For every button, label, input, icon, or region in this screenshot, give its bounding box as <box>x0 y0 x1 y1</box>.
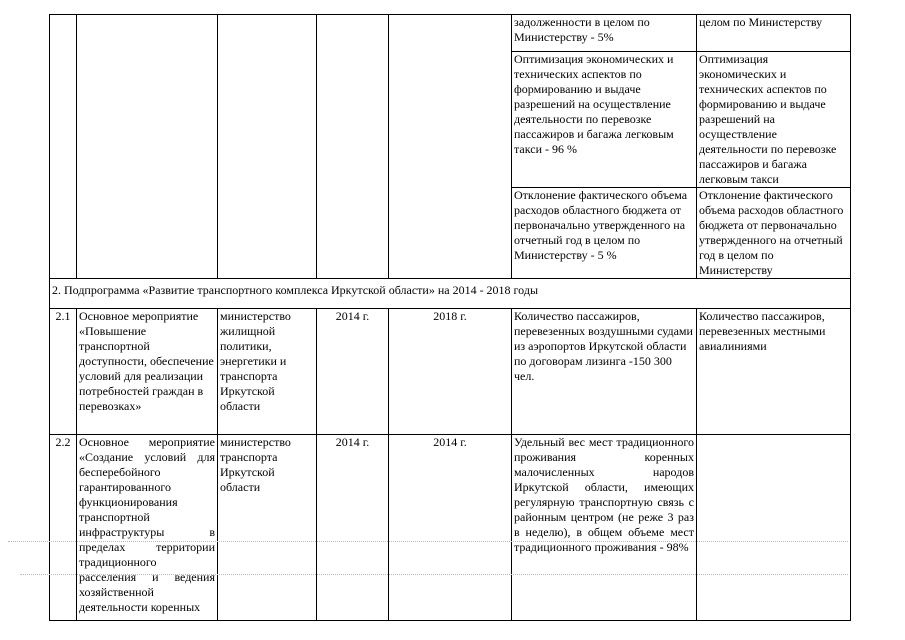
unit-cell: Оптимизация экономических и технических аспектов по формированию и выдаче разрешений на осуществление деятельности по перевозке пассажиров и багажа легковым такси <box>697 52 851 188</box>
indicator-cell: Оптимизация экономических и технических аспектов по формированию и выдаче разрешений на осуществление деятельности по перевозке пассажиров и багажа легковым такси - 96 % <box>512 52 697 188</box>
indicator-cell: Удельный вес мест традиционного проживания коренных малочисленных народов Иркутской области, имеющих регулярную транспортную связь с районным центром (не реже 3 раз в неделю), в общем объеме мест традиционного проживания - 98% <box>512 435 697 621</box>
empty-cell <box>317 15 389 279</box>
table-row <box>50 435 851 621</box>
start-year-cell: 2014 г. <box>317 309 389 435</box>
indicator-cell: Количество пассажиров, перевезенных воздушными судами из аэропортов Иркутской области по договорам лизинга -150 300 чел. <box>512 309 697 435</box>
indicator-cell: Отклонение фактического объема расходов областного бюджета от первоначально утвержденного на отчетный год в целом по Министерству - 5 % <box>512 188 697 279</box>
section-header: 2. Подпрограмма «Развитие транспортного комплекса Иркутской области» на 2014 - 2018 годы <box>50 279 851 309</box>
empty-cell <box>50 15 77 279</box>
event-cell: Основное мероприятие «Создание условий для бесперебойного гарантированного функционирования транспортной инфраструктуры в пределах территории традиционного расселения и ведения хозяйственной деятельности коренных <box>77 435 218 621</box>
empty-cell <box>218 15 317 279</box>
indicator-cell: задолженности в целом по Министерству - 5% <box>512 15 697 52</box>
unit-cell <box>697 435 851 621</box>
executor-cell: министерство транспорта Иркутской области <box>218 435 317 621</box>
scan-artifact-line <box>20 574 848 576</box>
table-row <box>50 15 851 52</box>
unit-cell: Отклонение фактического объема расходов областного бюджета от первоначально утвержденного на отчетный год в целом по Министерству <box>697 188 851 279</box>
row-number: 2.2 <box>50 435 77 621</box>
scan-artifact-line <box>8 541 848 543</box>
end-year-cell: 2018 г. <box>389 309 512 435</box>
unit-cell: Количество пассажиров, перевезенных местными авиалиниями <box>697 309 851 435</box>
executor-cell: министерство жилищной политики, энергетики и транспорта Иркутской области <box>218 309 317 435</box>
row-number: 2.1 <box>50 309 77 435</box>
table-row <box>50 309 851 435</box>
program-table <box>49 14 851 621</box>
section-row <box>50 279 851 309</box>
event-cell: Основное мероприятие «Повышение транспортной доступности, обеспечение условий для реализации потребностей граждан в перевозках» <box>77 309 218 435</box>
empty-cell <box>77 15 218 279</box>
end-year-cell: 2014 г. <box>389 435 512 621</box>
start-year-cell: 2014 г. <box>317 435 389 621</box>
unit-cell: целом по Министерству <box>697 15 851 52</box>
empty-cell <box>389 15 512 279</box>
